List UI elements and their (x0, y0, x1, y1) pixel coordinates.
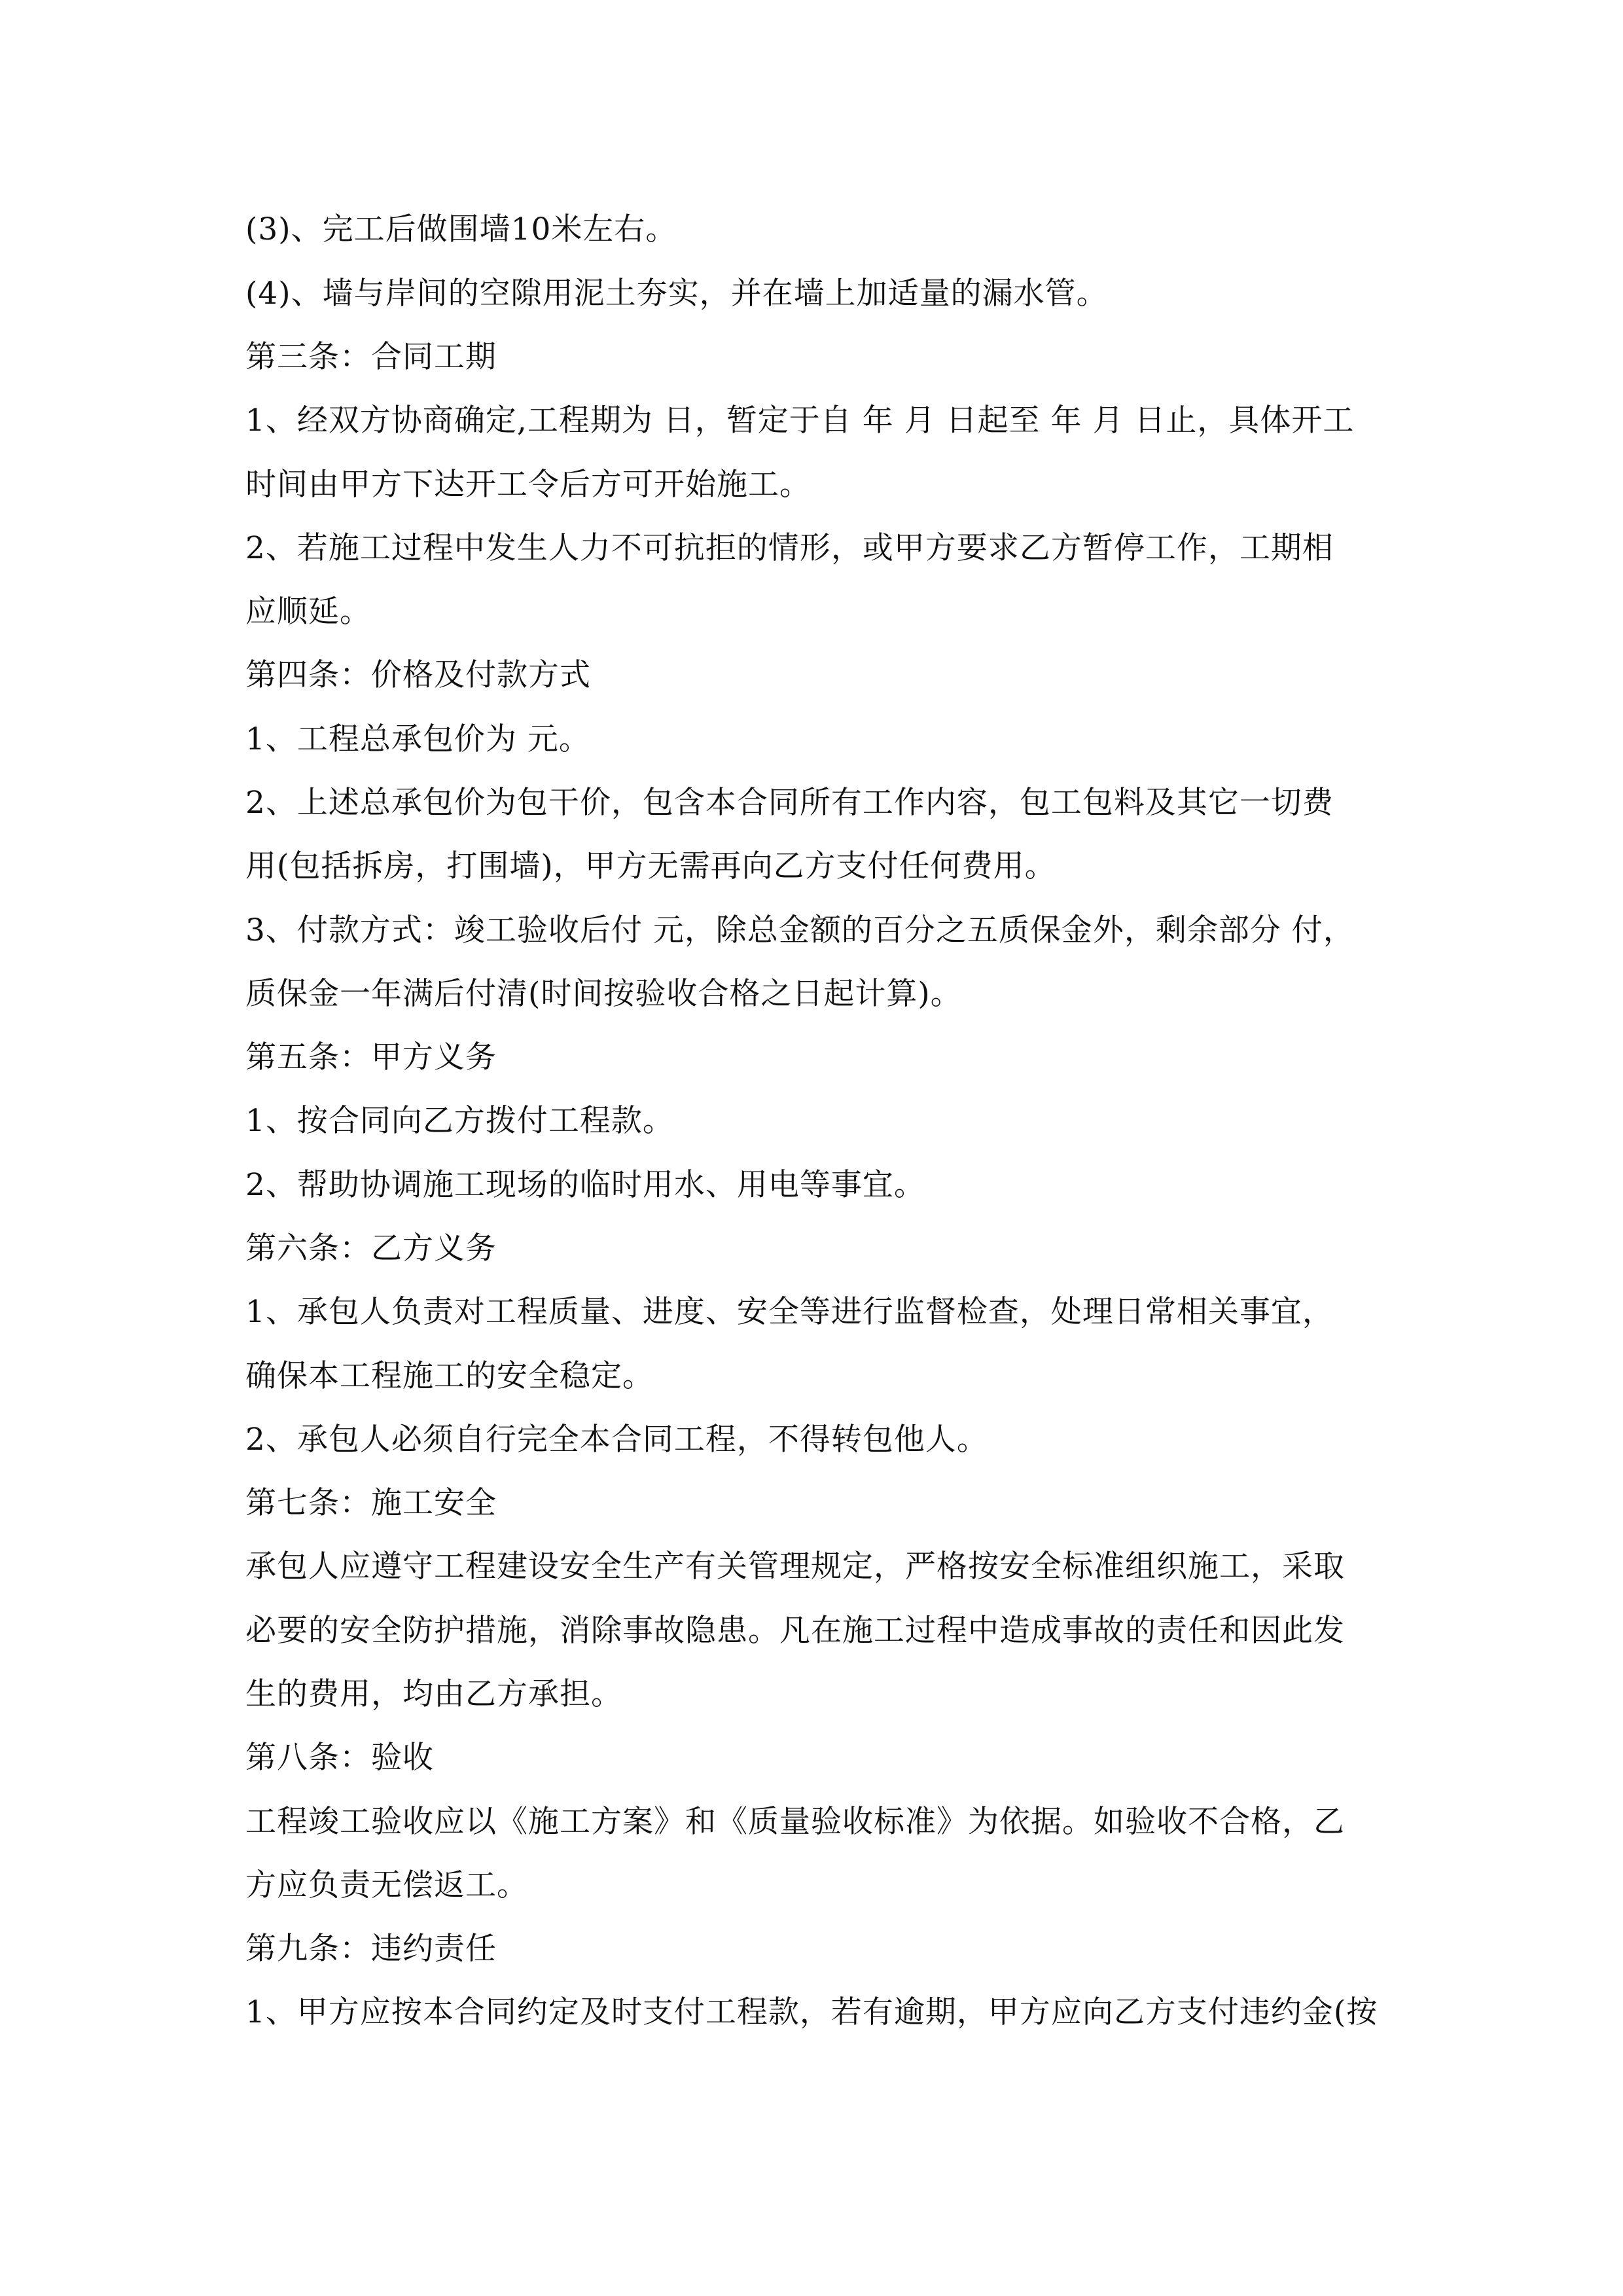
clause-4-item-3-line-2: 质保金一年满后付清(时间按验收合格之日起计算)。 (245, 976, 962, 1012)
clause-9-item-1-line-1: 1、甲方应按本合同约定及时支付工程款，若有逾期，甲方应向乙方支付违约金(按 (245, 1994, 1378, 2030)
section-heading-3: 第三条：合同工期 (245, 339, 497, 375)
clause-8-para-line-2: 方应负责无偿返工。 (245, 1867, 528, 1903)
clause-6-item-1-line-1: 1、承包人负责对工程质量、进度、安全等进行监督检查，处理日常相关事宜， (245, 1294, 1334, 1330)
clause-7-para-line-1: 承包人应遵守工程建设安全生产有关管理规定，严格按安全标准组织施工，采取 (245, 1549, 1345, 1585)
clause-3-item-2-line-2: 应顺延。 (245, 594, 371, 630)
clause-3-item-2-line-1: 2、若施工过程中发生人力不可抗拒的情形，或甲方要求乙方暂停工作，工期相 (245, 530, 1334, 566)
clause-6-item-2: 2、承包人必须自行完全本合同工程，不得转包他人。 (245, 1422, 988, 1458)
clause-2-item-4: (4)、墙与岸间的空隙用泥土夯实，并在墙上加适量的漏水管。 (245, 276, 1108, 312)
clause-4-item-1: 1、工程总承包价为 元。 (245, 721, 590, 757)
clause-4-item-2-line-1: 2、上述总承包价为包干价，包含本合同所有工作内容，包工包料及其它一切费 (245, 785, 1334, 821)
clause-3-item-1-line-1: 1、经双方协商确定,工程期为 日，暂定于自 年 月 日起至 年 月 日止，具体开工 (245, 403, 1355, 439)
section-heading-4: 第四条：价格及付款方式 (245, 657, 591, 693)
clause-5-item-1: 1、按合同向乙方拨付工程款。 (245, 1103, 674, 1139)
clause-2-item-3: (3)、完工后做围墙10米左右。 (245, 211, 677, 247)
clause-4-item-3-line-1: 3、付款方式：竣工验收后付 元，除总金额的百分之五质保金外，剩余部分 付， (245, 912, 1355, 948)
clause-7-para-line-2: 必要的安全防护措施，消除事故隐患。凡在施工过程中造成事故的责任和因此发 (245, 1613, 1345, 1649)
section-heading-7: 第七条：施工安全 (245, 1485, 497, 1521)
section-heading-8: 第八条：验收 (245, 1740, 434, 1776)
clause-5-item-2: 2、帮助协调施工现场的临时用水、用电等事宜。 (245, 1167, 925, 1203)
clause-3-item-1-line-2: 时间由甲方下达开工令后方可开始施工。 (245, 467, 811, 503)
section-heading-6: 第六条：乙方义务 (245, 1230, 497, 1266)
clause-6-item-1-line-2: 确保本工程施工的安全稳定。 (245, 1358, 654, 1394)
section-heading-5: 第五条：甲方义务 (245, 1039, 497, 1075)
section-heading-9: 第九条：违约责任 (245, 1931, 497, 1967)
clause-8-para-line-1: 工程竣工验收应以《施工方案》和《质量验收标准》为依据。如验收不合格，乙 (245, 1804, 1345, 1840)
clause-7-para-line-3: 生的费用，均由乙方承担。 (245, 1676, 622, 1712)
clause-4-item-2-line-2: 用(包括拆房，打围墙)，甲方无需再向乙方支付任何费用。 (245, 848, 1056, 884)
